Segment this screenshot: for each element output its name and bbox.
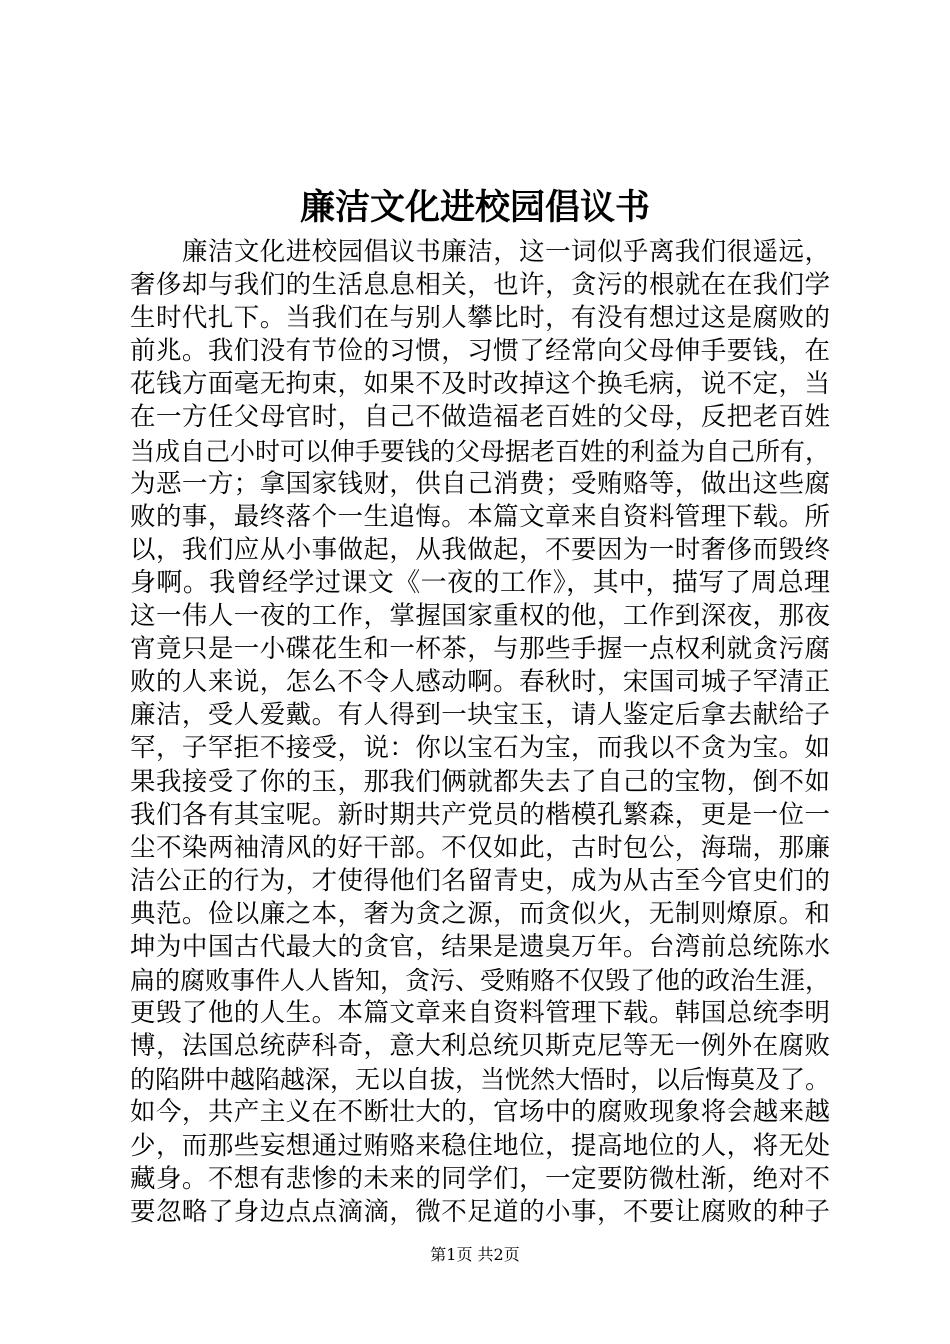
paragraph-line: 要忽略了身边点点滴滴，微不足道的小事，不要让腐败的种子	[130, 1196, 830, 1227]
paragraph-line: 廉洁文化进校园倡议书廉洁，这一词似乎离我们很遥远，	[182, 237, 830, 267]
page-number-footer: 第1页 共2页	[430, 1245, 520, 1264]
paragraph-line: 身啊。我曾经学过课文《一夜的工作》，其中，描写了周总理	[130, 567, 830, 598]
paragraph-line: 以，我们应从小事做起，从我做起，不要因为一时奢侈而毁终	[130, 534, 830, 565]
paragraph-line: 洁公正的行为，才使得他们名留青史，成为从古至今官史们的	[130, 865, 830, 896]
paragraph-line: 花钱方面毫无拘束，如果不及时改掉这个换毛病，说不定，当	[130, 369, 830, 400]
paragraph-line: 果我接受了你的玉，那我们俩就都失去了自己的宝物，倒不如	[130, 766, 830, 797]
paragraph-line: 的陷阱中越陷越深，无以自拔，当恍然大悟时，以后悔莫及了。	[130, 1065, 831, 1095]
paragraph-line: 败的人来说，怎么不令人感动啊。春秋时，宋国司城子罕清正	[130, 667, 830, 698]
document-title: 廉洁文化进校园倡议书	[299, 187, 650, 228]
paragraph-line: 博，法国总统萨科奇，意大利总统贝斯克尼等无一例外在腐败	[130, 1031, 830, 1062]
paragraph-line: 宵竟只是一小碟花生和一杯茶，与那些手握一点权利就贪污腐	[130, 634, 830, 665]
paragraph-line: 败的事，最终落个一生追悔。本篇文章来自资料管理下载。所	[130, 501, 830, 532]
paragraph-line: 少，而那些妄想通过贿赂来稳住地位，提高地位的人，将无处	[130, 1130, 830, 1161]
body-paragraph	[130, 236, 830, 1229]
paragraph-line: 在一方任父母官时，自己不做造福老百姓的父母，反把老百姓	[130, 402, 830, 433]
paragraph-line: 这一伟人一夜的工作，掌握国家重权的他，工作到深夜，那夜	[130, 601, 830, 632]
paragraph-line: 奢侈却与我们的生活息息相关，也许，贪污的根就在在我们学	[130, 270, 830, 301]
paragraph-line: 生时代扎下。当我们在与别人攀比时，有没有想过这是腐败的	[130, 303, 830, 334]
paragraph-line: 坤为中国古代最大的贪官，结果是遗臭万年。台湾前总统陈水	[130, 931, 830, 962]
paragraph-line: 尘不染两袖清风的好干部。不仅如此，古时包公，海瑞，那廉	[130, 832, 830, 863]
paragraph-line: 前兆。我们没有节俭的习惯，习惯了经常向父母伸手要钱，在	[130, 336, 830, 367]
paragraph-line: 典范。俭以廉之本，奢为贪之源，而贪似火，无制则燎原。和	[130, 898, 830, 929]
paragraph-line: 藏身。不想有悲惨的未来的同学们，一定要防微杜渐，绝对不	[130, 1163, 830, 1194]
paragraph-line: 廉洁，受人爱戴。有人得到一块宝玉，请人鉴定后拿去献给子	[130, 700, 830, 731]
paragraph-line: 如今，共产主义在不断壮大的，官场中的腐败现象将会越来越	[130, 1097, 830, 1128]
paragraph-line: 我们各有其宝呢。新时期共产党员的楷模孔繁森，更是一位一	[130, 799, 830, 830]
paragraph-line: 罕，子罕拒不接受，说：你以宝石为宝，而我以不贪为宝。如	[130, 733, 830, 764]
paragraph-line: 更毁了他的人生。本篇文章来自资料管理下载。韩国总统李明	[130, 998, 830, 1029]
paragraph-line: 为恶一方；拿国家钱财，供自己消费；受贿赂等，做出这些腐	[130, 468, 830, 499]
paragraph-line: 当成自己小时可以伸手要钱的父母据老百姓的利益为自己所有，	[130, 436, 831, 466]
paragraph-line: 扁的腐败事件人人皆知，贪污、受贿赂不仅毁了他的政治生涯，	[130, 966, 831, 996]
